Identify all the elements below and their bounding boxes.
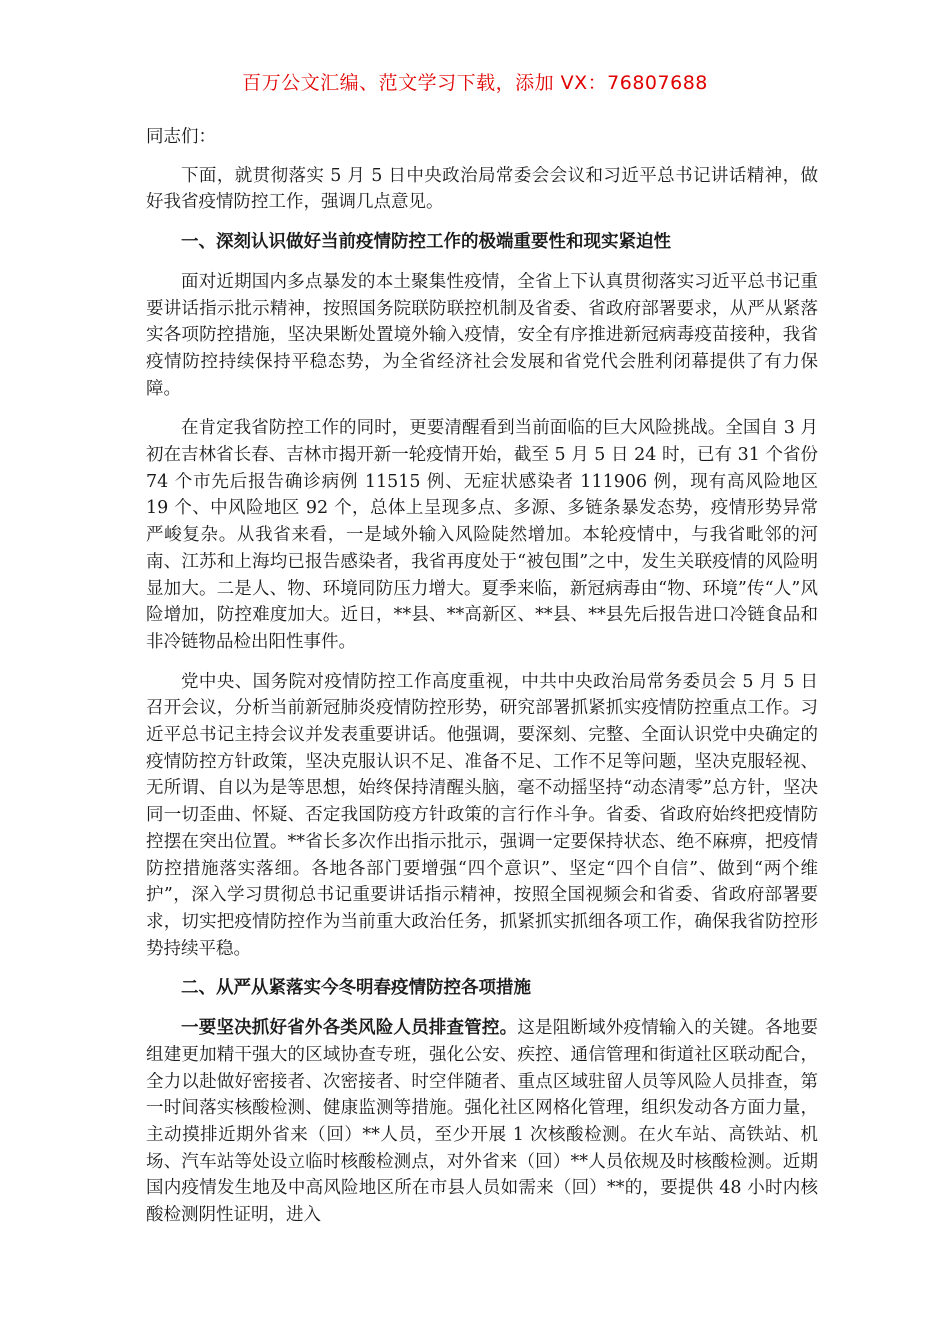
section-1-paragraph-1: 面对近期国内多点暴发的本土聚集性疫情，全省上下认真贯彻落实习近平总书记重要讲话指示批示精神，按照国务院联防联控机制及省委、省政府部署要求，从严从紧落实各项防控措施，坚决果断处置境外输入疫情，安全有序推进新冠病毒疫苗接种，我省疫情防控持续保持平稳态势，为全省经济社会发展和省党代会胜利闭幕提供了有力保障。	[146, 271, 818, 399]
section-1-paragraph-2: 在肯定我省防控工作的同时，更要清醒看到当前面临的巨大风险挑战。全国自 3 月初在吉林省长春、吉林市揭开新一轮疫情开始，截至 5 月 5 日 24 时，已有 31 个省份 74 个市先后报告确诊病例 11515 例、无症状感染者 111906 例，现有高风险地区 19 个、中风险地区 92 个，总体上呈现多点、多源、多链条暴发态势，疫情形势异常严峻复杂。从我省来看，一是域外输入风险陡然增加。本轮疫情中，与我省毗邻的河南、江苏和上海均已报告感染者，我省再度处于“被包围”之中，发生关联疫情的风险明显加大。二是人、物、环境同防压力增大。夏季来临，新冠病毒由“物、环境”传“人”风险增加，防控难度加大。近日，**县、**高新区、**县、**县先后报告进口冷链食品和非冷链物品检出阳性事件。	[146, 418, 818, 652]
section-1-heading: 一、深刻认识做好当前疫情防控工作的极端重要性和现实紧迫性	[181, 232, 671, 253]
section-2-paragraph-1	[146, 1015, 818, 1229]
header-banner: 百万公文汇编、范文学习下载，添加 VX：76807688	[242, 72, 708, 94]
section-1-paragraph-3: 党中央、国务院对疫情防控工作高度重视，中共中央政治局常务委员会 5 月 5 日召开会议，分析当前新冠肺炎疫情防控形势，研究部署抓紧抓实疫情防控重点工作。习近平总书记主持会议并发表重要讲话。他强调，要深刻、完整、全面认识党中央确定的疫情防控方针政策，坚决克服认识不足、准备不足、工作不足等问题，坚决克服轻视、无所谓、自以为是等思想，始终保持清醒头脑，毫不动摇坚持“动态清零”总方针，坚决同一切歪曲、怀疑、否定我国防疫方针政策的言行作斗争。省委、省政府始终把疫情防控摆在突出位置。**省长多次作出指示批示，强调一定要保持状态、绝不麻痹，把疫情防控措施落实落细。各地各部门要增强“四个意识”、坚定“四个自信”、做到“两个维护”，深入学习贯彻总书记重要讲话指示精神，按照全国视频会和省委、省政府部署要求，切实把疫情防控作为当前重大政治任务，抓紧抓实抓细各项工作，确保我省防控形势持续平稳。	[146, 671, 818, 959]
document-body	[146, 124, 818, 1242]
section-2-heading: 二、从严从紧落实今冬明春疫情防控各项措施	[181, 978, 531, 999]
section-2-paragraph-1-lead: 一要坚决抓好省外各类风险人员排查管控。	[181, 1018, 518, 1039]
salutation: 同志们：	[146, 127, 216, 147]
intro-paragraph: 下面，就贯彻落实 5 月 5 日中央政治局常委会会议和习近平总书记讲话精神，做好我省疫情防控工作，强调几点意见。	[146, 165, 818, 213]
section-2-paragraph-1-body: 这是阻断域外疫情输入的关键。各地要组建更加精干强大的区域协查专班，强化公安、疾控、通信管理和街道社区联动配合，全力以赴做好密接者、次密接者、时空伴随者、重点区域驻留人员等风险人员排查，第一时间落实核酸检测、健康监测等措施。强化社区网格化管理，组织发动各方面力量，主动摸排近期外省来（回）**人员，至少开展 1 次核酸检测。在火车站、高铁站、机场、汽车站等处设立临时核酸检测点，对外省来（回）**人员依规及时核酸检测。近期国内疫情发生地及中高风险地区所在市县人员如需来（回）**的，要提供 48 小时内核酸检测阴性证明，进入	[146, 1018, 819, 1226]
